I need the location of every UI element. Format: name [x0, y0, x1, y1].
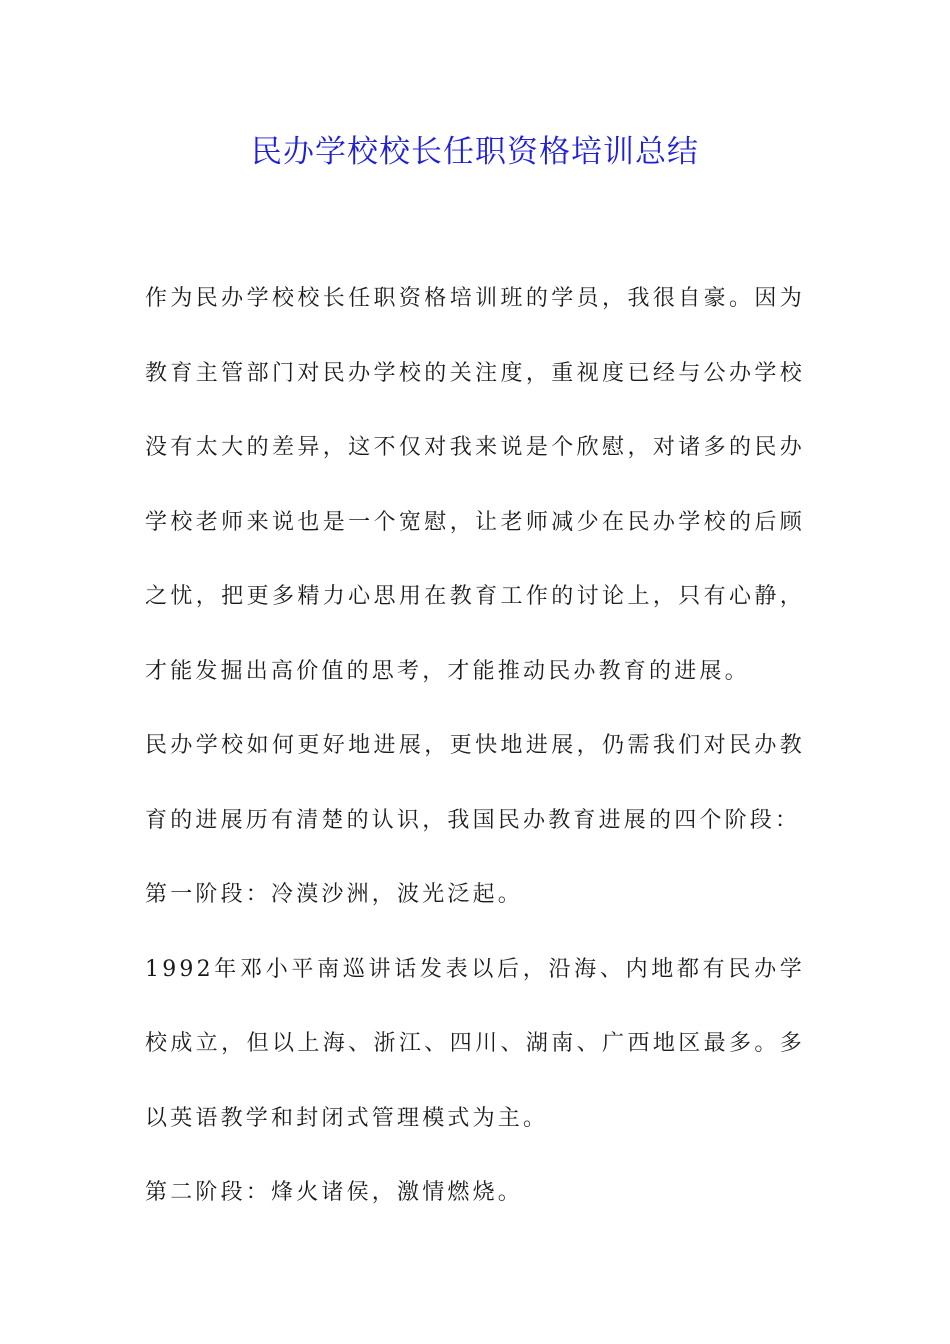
paragraph-stage-one-heading: 第一阶段：冷漠沙洲，波光泛起。	[145, 882, 524, 907]
paragraph-development-question: 民办学校如何更好地进展，更快地进展，仍需我们对民办教育的进展历有清楚的认识，我国民办教育进展的四个阶段：	[145, 733, 805, 833]
document-body	[145, 262, 805, 1231]
paragraph-stage-one-body: 1992年邓小平南巡讲话发表以后，沿海、内地都有民办学校成立，但以上海、浙江、四川、湖南、广西地区最多。多以英语教学和封闭式管理模式为主。	[145, 956, 805, 1131]
paragraph-intro: 作为民办学校校长任职资格培训班的学员，我很自豪。因为教育主管部门对民办学校的关注度，重视度已经与公办学校没有太大的差异，这不仅对我来说是个欣慰，对诸多的民办学校老师来说也是一个宽慰，让老师减少在民办学校的后顾之忧，把更多精力心思用在教育工作的讨论上，只有心静，才能发掘出高价值的思考，才能推动民办教育的进展。	[145, 286, 805, 684]
paragraph-stage-two-heading: 第二阶段：烽火诸侯，激情燃烧。	[145, 1180, 524, 1205]
document-title: 民办学校校长任职资格培训总结	[251, 134, 699, 170]
